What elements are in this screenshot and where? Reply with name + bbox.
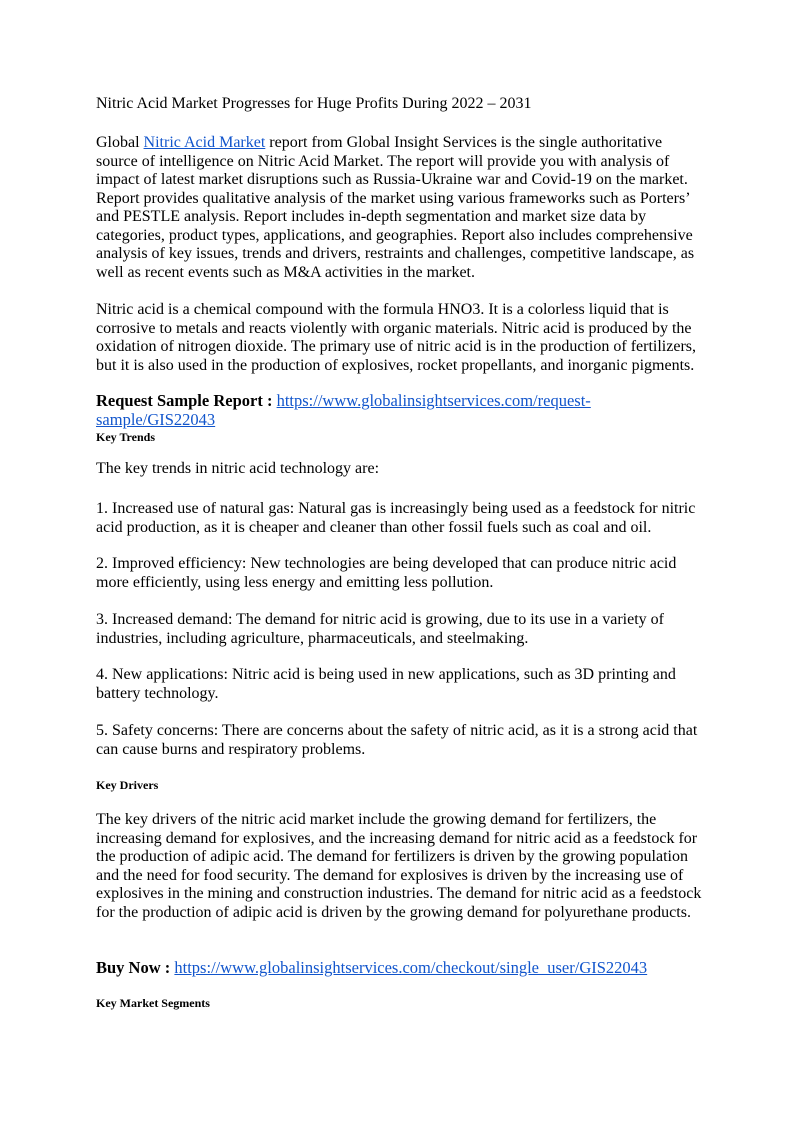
- trend-item: 3. Increased demand: The demand for nitric acid is growing, due to its use in a variety of industries, including agriculture, pharmaceuticals, and steelmaking.: [96, 611, 664, 647]
- intro-text: report from Global Insight Services is the single authoritative source of intelligence on Nitric Acid Market. The report will provide you with analysis of impact of latest market disruptions such as Russia-Ukraine war and Covid-19 on the market. Report provides qualitative analysis of the market using various frameworks such as Porters’ and PESTLE analysis. Report includes in-depth segmentation and market size data by categories, product types, applications, and geographies. Report also includes comprehensive analysis of key issues, trends and drivers, restraints and challenges, competitive landscape, as well as recent events such as M&A activities in the market.: [96, 134, 695, 281]
- description-paragraph: Nitric acid is a chemical compound with the formula HNO3. It is a colorless liquid that is corrosive to metals and reacts violently with organic materials. Nitric acid is produced by the oxidation of nitrogen dioxide. The primary use of nitric acid is in the production of fertilizers, but it is also used in the production of explosives, rocket propellants, and inorganic pigments.: [96, 301, 696, 374]
- key-trends-heading: Key Trends: [96, 430, 156, 444]
- request-sample-link[interactable]: https://www.globalinsightservices.com/request-sample/GIS22043: [96, 391, 591, 429]
- document-title: Nitric Acid Market Progresses for Huge Profits During 2022 – 2031: [96, 95, 532, 112]
- trend-item: 4. New applications: Nitric acid is being used in new applications, such as 3D printing and battery technology.: [96, 666, 676, 702]
- key-market-segments-heading: Key Market Segments: [96, 996, 210, 1010]
- key-drivers-heading: Key Drivers: [96, 778, 159, 792]
- intro-prefix: Global: [96, 134, 144, 151]
- buy-now-link[interactable]: https://www.globalinsightservices.com/checkout/single_user/GIS22043: [174, 958, 648, 977]
- buy-now-line: [96, 959, 702, 978]
- request-sample-label: Request Sample Report :: [96, 391, 277, 410]
- key-trends-intro: The key trends in nitric acid technology are:: [96, 460, 380, 477]
- intro-paragraph: [96, 134, 702, 282]
- trend-item: 5. Safety concerns: There are concerns about the safety of nitric acid, as it is a strong acid that can cause burns and respiratory problems.: [96, 722, 698, 758]
- buy-now-label: Buy Now :: [96, 958, 175, 977]
- request-sample-line: [96, 392, 702, 429]
- nitric-acid-market-link[interactable]: Nitric Acid Market: [143, 134, 266, 151]
- key-drivers-paragraph: The key drivers of the nitric acid market include the growing demand for fertilizers, the increasing demand for explosives, and the increasing demand for nitric acid as a feedstock for the production of adipic acid. The demand for fertilizers is driven by the growing population and the need for food security. The demand for explosives is driven by the increasing use of explosives in the mining and construction industries. The demand for nitric acid as a feedstock for the production of adipic acid is driven by the growing demand for polyurethane products.: [96, 811, 702, 921]
- trend-item: 2. Improved efficiency: New technologies are being developed that can produce nitric acid more efficiently, using less energy and emitting less pollution.: [96, 555, 677, 591]
- trend-item: 1. Increased use of natural gas: Natural gas is increasingly being used as a feedstock for nitric acid production, as it is cheaper and cleaner than other fossil fuels such as coal and oil.: [96, 500, 696, 536]
